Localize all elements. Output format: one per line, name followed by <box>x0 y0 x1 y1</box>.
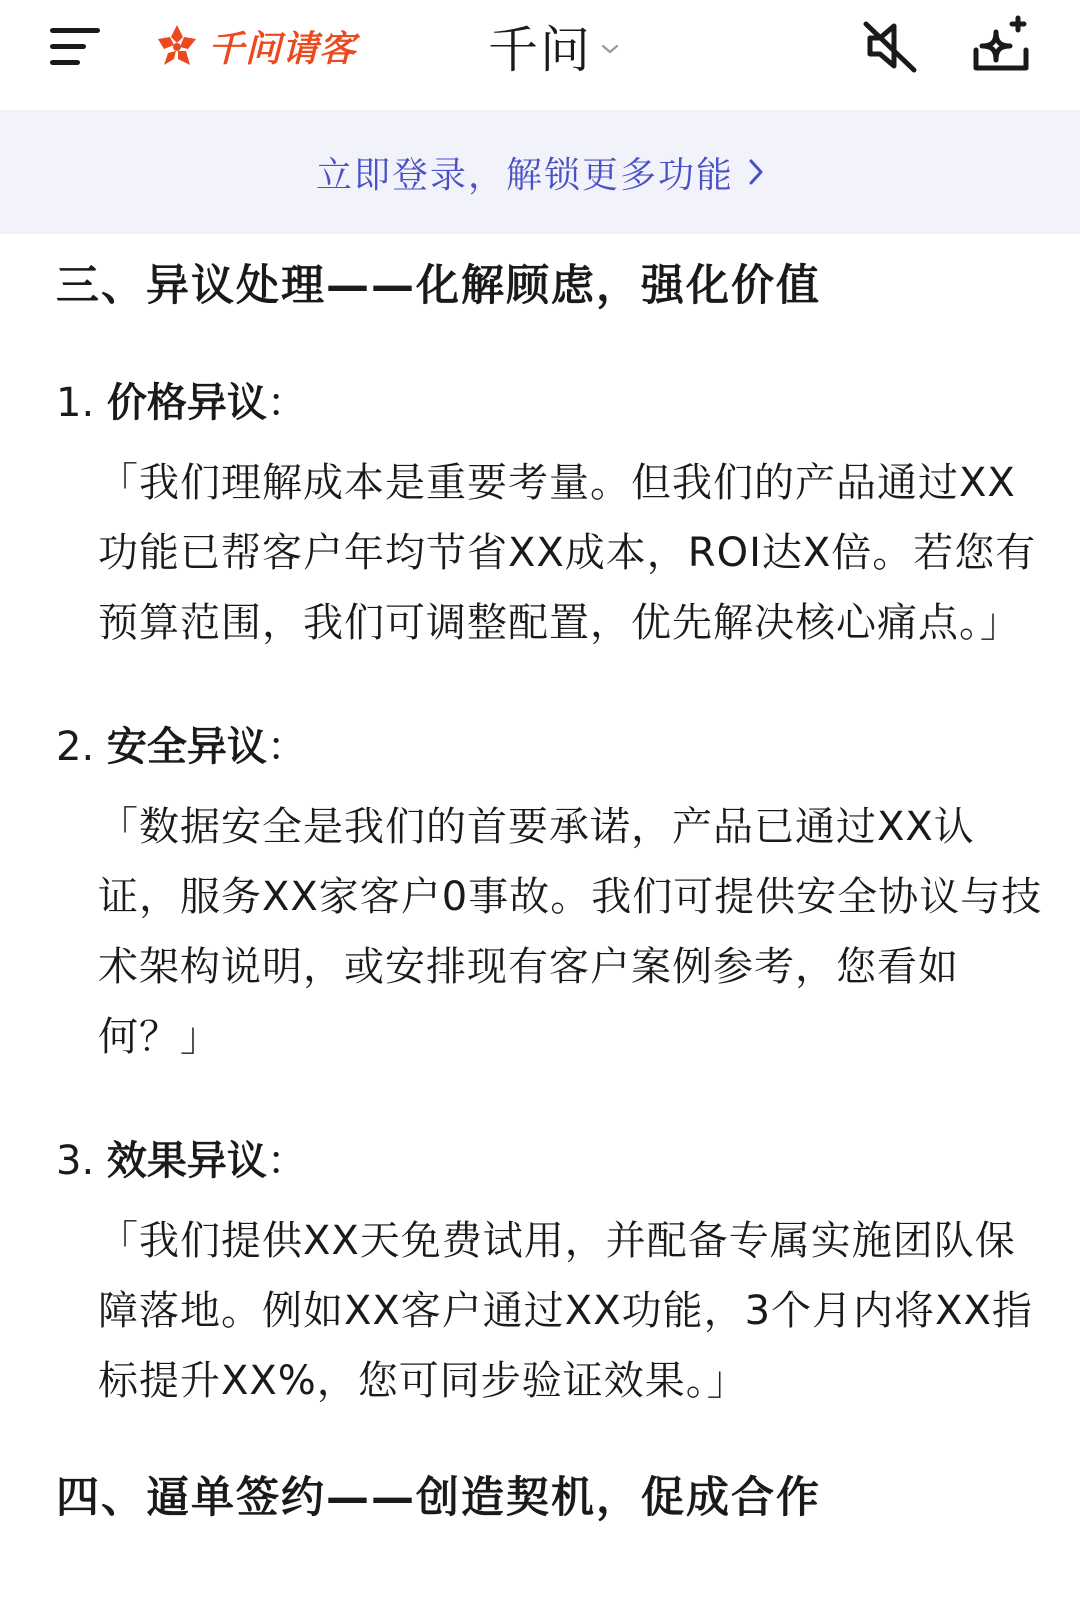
chevron-down-icon <box>600 42 620 56</box>
model-switcher[interactable] <box>488 14 620 78</box>
item-heading <box>56 1132 1046 1190</box>
item-heading <box>56 374 1046 432</box>
menu-icon[interactable] <box>50 24 106 68</box>
top-bar <box>0 0 1080 110</box>
section-title-closing: 四、逼单签约——创造契机，促成合作 <box>56 1473 821 1523</box>
login-banner[interactable] <box>0 110 1080 234</box>
section-title-objections: 三、异议处理——化解顾虑，强化价值 <box>56 261 821 311</box>
chat-content <box>56 234 1046 1528</box>
brand-text: 千问请客 <box>208 28 357 70</box>
item-number: 1. <box>56 380 107 426</box>
item-label: 效果异议 <box>106 1138 267 1184</box>
item-colon: ： <box>266 380 307 426</box>
item-number: 2. <box>56 724 107 770</box>
list-item-price <box>56 374 1046 658</box>
item-colon: ： <box>266 724 307 770</box>
list-item-effect <box>56 1132 1046 1416</box>
item-colon: ： <box>266 1138 307 1184</box>
app-title: 千问 <box>488 21 592 79</box>
item-body: 「我们提供XX天免费试用，并配备专属实施团队保障落地。例如XX客户通过XX功能，3个月内将XX指标提升XX%，您可同步验证效果。」 <box>98 1218 1033 1404</box>
item-body: 「我们理解成本是重要考量。但我们的产品通过XX功能已帮客户年均节省XX成本，ROI达X倍。若您有预算范围，我们可调整配置，优先解决核心痛点。」 <box>98 460 1037 646</box>
item-label: 价格异议 <box>106 380 267 426</box>
item-body: 「数据安全是我们的首要承诺，产品已通过XX认证，服务XX家客户0事故。我们可提供安全协议与技术架构说明，或安排现有客户案例参考，您看如何？」 <box>98 804 1043 1060</box>
list-item-security <box>56 718 1046 1072</box>
new-chat-sparkle-icon[interactable] <box>968 12 1034 78</box>
chevron-right-icon <box>748 157 764 187</box>
login-banner-text: 立即登录，解锁更多功能 <box>315 154 734 196</box>
brand-logo[interactable] <box>152 18 356 74</box>
item-heading <box>56 718 1046 776</box>
item-label: 安全异议 <box>106 724 267 770</box>
speaker-mute-icon[interactable] <box>860 16 920 76</box>
brand-flower-icon <box>152 21 202 71</box>
item-number: 3. <box>56 1138 107 1184</box>
